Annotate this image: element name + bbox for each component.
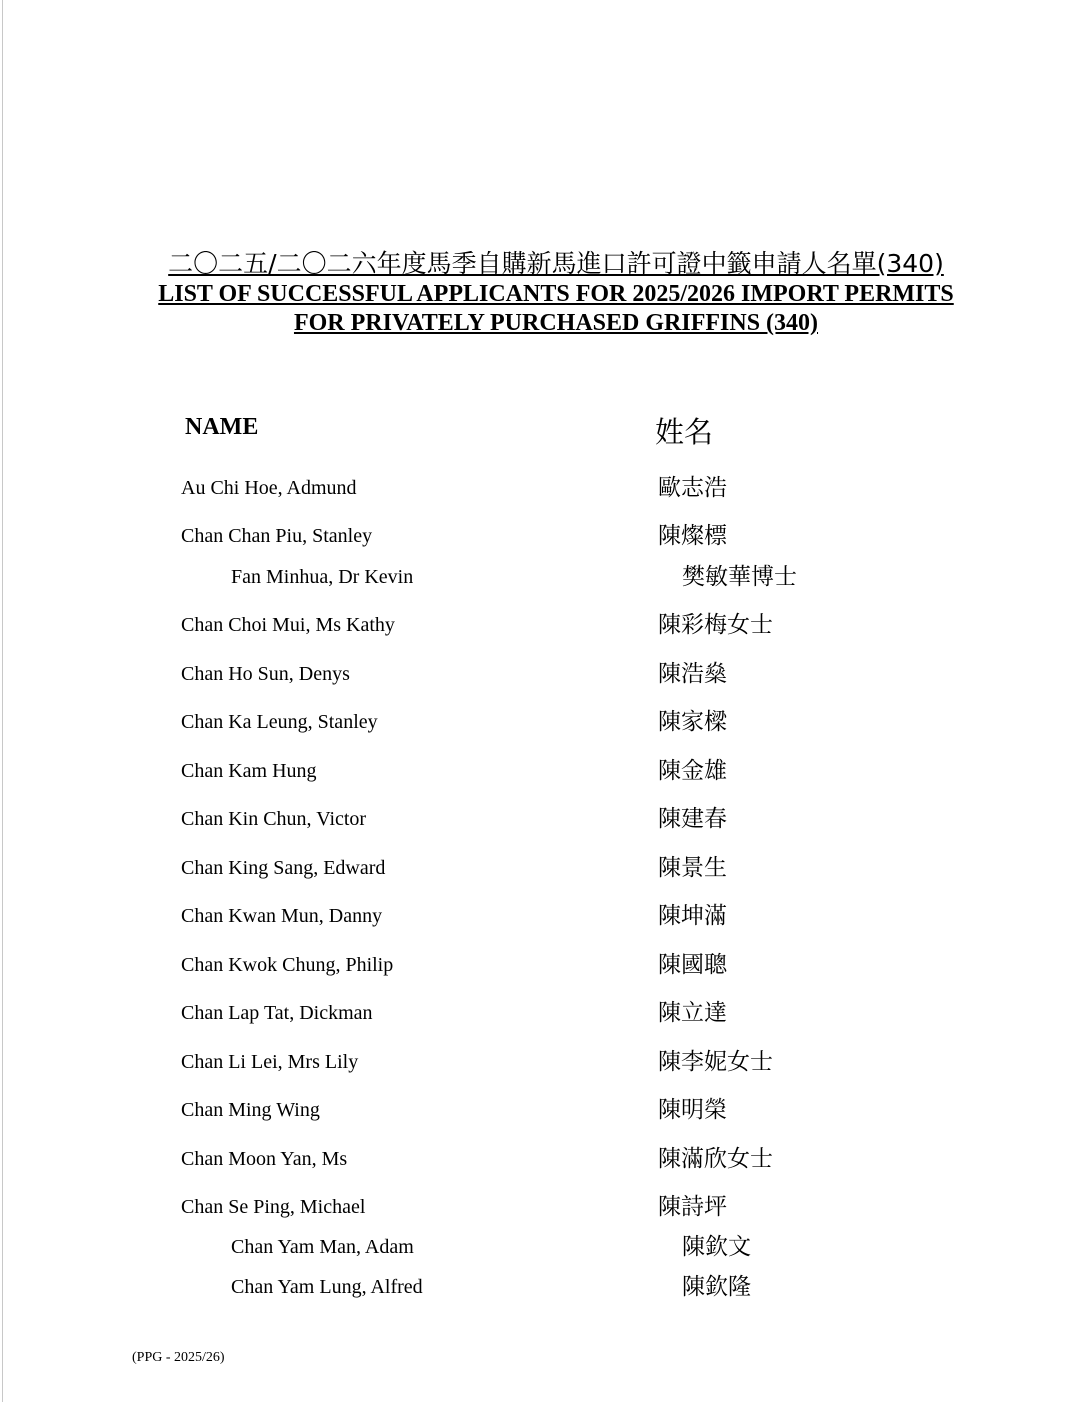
applicant-name-zh: 陳立達	[658, 1000, 727, 1026]
list-item	[0, 611, 1080, 641]
list-item	[0, 563, 1080, 593]
applicant-name-zh: 陳明榮	[658, 1097, 727, 1123]
applicant-name-zh: 陳欽隆	[682, 1274, 751, 1300]
applicant-name-zh: 歐志浩	[658, 475, 727, 501]
applicant-name-en: Fan Minhua, Dr Kevin	[231, 566, 414, 588]
applicant-name-zh: 陳坤滿	[658, 903, 727, 929]
applicant-name-zh: 陳彩梅女士	[658, 612, 773, 638]
applicant-name-zh: 陳燦標	[658, 523, 727, 549]
applicant-name-en: Chan Yam Lung, Alfred	[231, 1276, 423, 1298]
applicant-name-en: Chan Lap Tat, Dickman	[181, 1002, 373, 1024]
list-item	[0, 1048, 1080, 1078]
list-item	[0, 854, 1080, 884]
applicant-name-zh: 陳滿欣女士	[658, 1146, 773, 1172]
list-item	[0, 902, 1080, 932]
applicant-name-en: Chan Kin Chun, Victor	[181, 808, 367, 830]
applicant-name-en: Chan Chan Piu, Stanley	[181, 525, 373, 547]
applicant-name-zh: 陳景生	[658, 855, 727, 881]
applicant-name-zh: 陳金雄	[658, 758, 727, 784]
list-item	[0, 999, 1080, 1029]
applicant-name-zh: 陳建春	[658, 806, 727, 832]
list-item	[0, 522, 1080, 552]
document-reference-footer: (PPG - 2025/26)	[132, 1350, 225, 1365]
list-item	[0, 1145, 1080, 1175]
page-border	[2, 0, 3, 1402]
applicant-name-en: Au Chi Hoe, Admund	[181, 477, 357, 499]
applicant-name-en: Chan Kam Hung	[181, 760, 317, 782]
applicant-name-zh: 樊敏華博士	[682, 564, 797, 590]
list-item	[0, 474, 1080, 504]
applicant-name-zh: 陳欽文	[682, 1234, 751, 1260]
applicant-name-en: Chan Ming Wing	[181, 1099, 320, 1121]
applicant-name-en: Chan Se Ping, Michael	[181, 1196, 366, 1218]
applicant-name-en: Chan Li Lei, Mrs Lily	[181, 1051, 359, 1073]
applicant-name-zh: 陳李妮女士	[658, 1049, 773, 1075]
list-item	[0, 708, 1080, 738]
applicant-name-en: Chan Yam Man, Adam	[231, 1236, 414, 1258]
document-title	[0, 248, 1080, 338]
applicant-name-en: Chan Ho Sun, Denys	[181, 663, 350, 685]
applicant-name-en: Chan Ka Leung, Stanley	[181, 711, 378, 733]
applicant-name-zh: 陳詩坪	[658, 1194, 727, 1220]
title-english-line-2: FOR PRIVATELY PURCHASED GRIFFINS (340)	[293, 310, 819, 336]
list-item	[0, 1233, 1080, 1263]
title-chinese: 二〇二五/二〇二六年度馬季自購新馬進口許可證中籤申請人名單(340)	[168, 249, 944, 278]
applicant-name-en: Chan Choi Mui, Ms Kathy	[181, 614, 395, 636]
applicant-name-zh: 陳浩燊	[658, 661, 727, 687]
applicant-name-zh: 陳國聰	[658, 952, 727, 978]
applicant-name-zh: 陳家樑	[658, 709, 727, 735]
applicant-name-en: Chan Kwok Chung, Philip	[181, 954, 394, 976]
applicant-name-en: Chan Kwan Mun, Danny	[181, 905, 383, 927]
list-item	[0, 951, 1080, 981]
applicant-name-en: Chan King Sang, Edward	[181, 857, 386, 879]
list-item	[0, 757, 1080, 787]
list-item	[0, 1273, 1080, 1303]
applicant-name-en: Chan Moon Yan, Ms	[181, 1148, 348, 1170]
list-item	[0, 1193, 1080, 1223]
column-header-name-chinese: 姓名	[655, 415, 714, 449]
list-item	[0, 1096, 1080, 1126]
list-item	[0, 660, 1080, 690]
column-header-name: NAME	[185, 414, 259, 440]
title-english-line-1: LIST OF SUCCESSFUL APPLICANTS FOR 2025/2026 IMPORT PERMITS	[158, 281, 954, 307]
list-item	[0, 805, 1080, 835]
